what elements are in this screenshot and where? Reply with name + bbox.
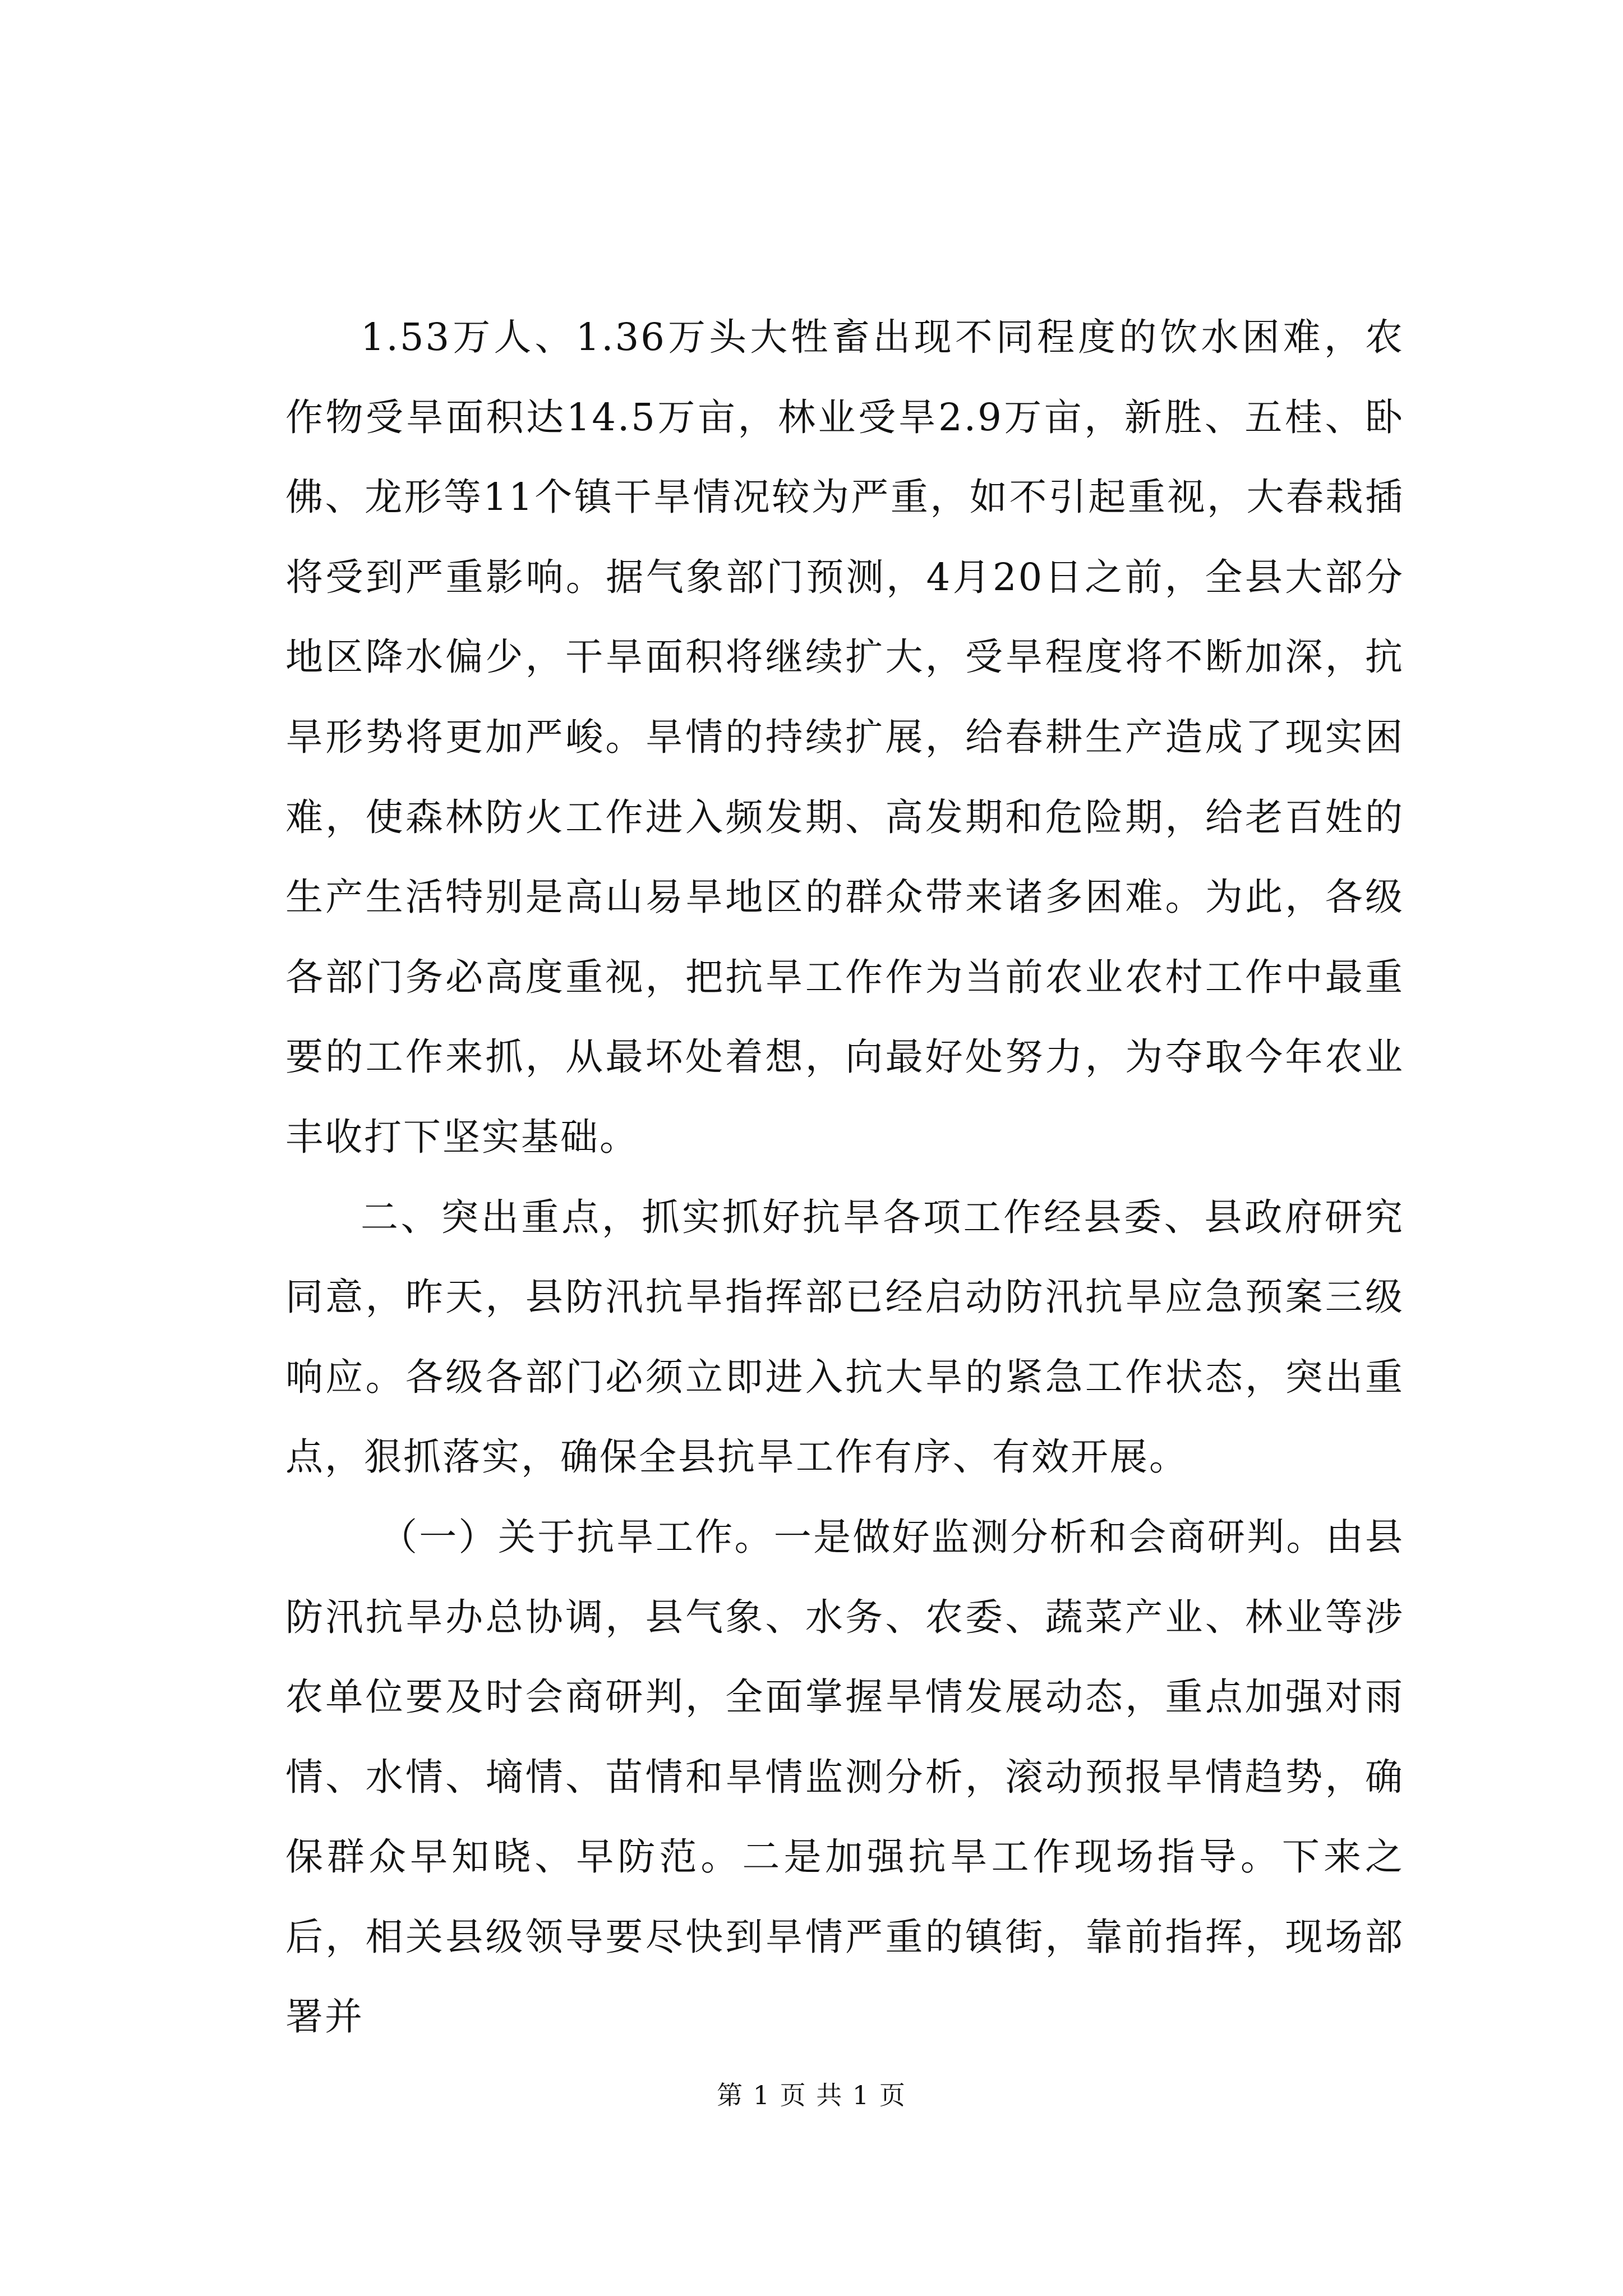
paragraph-key-points: 二、突出重点，抓实抓好抗旱各项工作经县委、县政府研究同意，昨天，县防汛抗旱指挥部已经启动防汛抗旱应急预案三级响应。各级各部门必须立即进入抗大旱的紧急工作状态，突出重点，狠抓落实，确保全县抗旱工作有序、有效开展。: [285, 1195, 1404, 1479]
paragraph-drought-work: （一）关于抗旱工作。一是做好监测分析和会商研判。由县防汛抗旱办总协调，县气象、水务、农委、蔬菜产业、林业等涉农单位要及时会商研判，全面掌握旱情发展动态，重点加强对雨情、水情、墒情、苗情和旱情监测分析，滚动预报旱情趋势，确保群众早知晓、早防范。二是加强抗旱工作现场指导。下来之后，相关县级领导要尽快到旱情严重的镇街，靠前指挥，现场部署并: [285, 1515, 1404, 2039]
paragraph-drought-situation: 1.53万人、1.36万头大牲畜出现不同程度的饮水困难，农作物受旱面积达14.5万亩，林业受旱2.9万亩，新胜、五桂、卧佛、龙形等11个镇干旱情况较为严重，如不引起重视，大春栽插将受到严重影响。据气象部门预测，4月20日之前，全县大部分地区降水偏少，干旱面积将继续扩大，受旱程度将不断加深，抗旱形势将更加严峻。旱情的持续扩展，给春耕生产造成了现实困难，使森林防火工作进入频发期、高发期和危险期，给老百姓的生产生活特别是高山易旱地区的群众带来诸多困难。为此，各级各部门务必高度重视，把抗旱工作作为当前农业农村工作中最重要的工作来抓，从最坏处着想，向最好处努力，为夺取今年农业丰收打下坚实基础。: [285, 315, 1404, 1159]
page-footer: 第 1 页 共 1 页: [717, 2080, 906, 2110]
document-body: [285, 297, 1404, 2057]
